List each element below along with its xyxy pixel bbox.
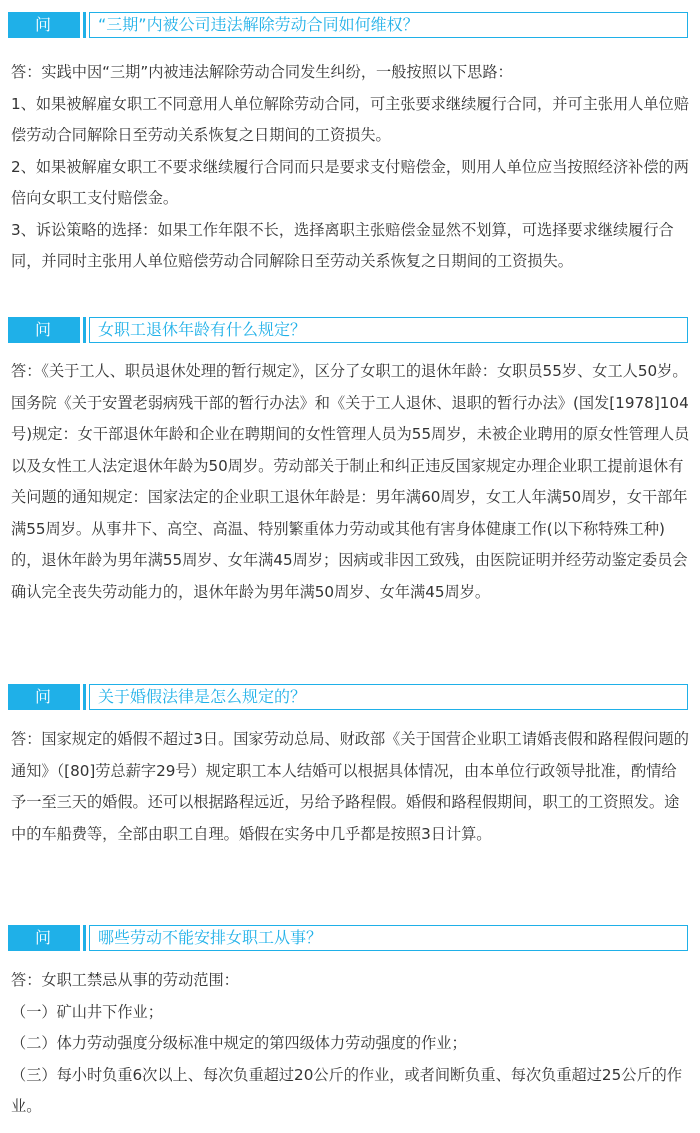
answer-block — [11, 724, 691, 850]
answer-paragraph: 答：女职工禁忌从事的劳动范围： — [11, 971, 239, 989]
answer-paragraph: 3、诉讼策略的选择：如果工作年限不长，选择离职主张赔偿金显然不划算，可选择要求继续履行合同，并同时主张用人单位赔偿劳动合同解除日至劳动关系恢复之日期间的工资损失。 — [11, 220, 674, 270]
answer-block — [11, 57, 691, 278]
answer-paragraph: 答：《关于工人、职员退休处理的暂行规定》，区分了女职工的退休年龄：女职员55岁、女工人50岁。国务院《关于安置老弱病残干部的暂行办法》和《关于工人退休、退职的暂行办法》(国发[1978]104号)规定：女干部退休年龄和企业在聘期间的女性管理人员为55周岁，未被企业聘用的原女性管理人员以及女性工人法定退休年龄为50周岁。劳动部关于制止和纠正违反国家规定办理企业职工提前退休有关问题的通知规定：国家法定的企业职工退休年龄是：男年满60周岁，女工人年满50周岁，女干部年满55周岁。从事井下、高空、高温、特别繁重体力劳动或其他有害身体健康工作(以下称特殊工种)的，退休年龄为男年满55周岁、女年满45周岁；因病或非因工致残，由医院证明并经劳动鉴定委员会确认完全丧失劳动能力的，退休年龄为男年满50周岁、女年满45周岁。 — [11, 362, 690, 601]
answer-paragraph: （三）每小时负重6次以上、每次负重超过20公斤的作业，或者间断负重、每次负重超过25公斤的作业。 — [11, 1065, 683, 1115]
question-title: 哪些劳动不能安排女职工从事？ — [89, 925, 688, 951]
question-title: 关于婚假法律是怎么规定的？ — [89, 684, 688, 710]
answer-paragraph: （二）体力劳动强度分级标准中规定的第四级体力劳动强度的作业； — [11, 1034, 467, 1052]
question-label: 问 — [8, 12, 80, 38]
question-title: 女职工退休年龄有什么规定？ — [89, 317, 688, 343]
answer-paragraph: 答：国家规定的婚假不超过3日。国家劳动总局、财政部《关于国营企业职工请婚丧假和路程假问题的通知》（[80]劳总薪字29号）规定职工本人结婚可以根据具体情况，由本单位行政领导批准，酌情给予一至三天的婚假。还可以根据路程远近，另给予路程假。婚假和路程假期间，职工的工资照发。途中的车船费等，全部由职工自理。婚假在实务中几乎都是按照3日计算。 — [11, 730, 689, 843]
answer-paragraph: （一）矿山井下作业； — [11, 1002, 163, 1021]
question-bar — [8, 12, 688, 38]
answer-block — [11, 965, 691, 1123]
question-title: “三期”内被公司违法解除劳动合同如何维权？ — [89, 12, 688, 38]
question-bar-stub — [83, 12, 86, 38]
answer-paragraph: 答：实践中因“三期”内被违法解除劳动合同发生纠纷，一般按照以下思路： — [11, 63, 513, 81]
answer-paragraph: 2、如果被解雇女职工不要求继续履行合同而只是要求支付赔偿金，则用人单位应当按照经济补偿的两倍向女职工支付赔偿金。 — [11, 157, 689, 207]
question-label: 问 — [8, 925, 80, 951]
question-label: 问 — [8, 684, 80, 710]
answer-block — [11, 356, 691, 608]
question-bar-stub — [83, 317, 86, 343]
question-bar — [8, 925, 688, 951]
question-bar — [8, 317, 688, 343]
question-bar — [8, 684, 688, 710]
answer-paragraph: 1、如果被解雇女职工不同意用人单位解除劳动合同，可主张要求继续履行合同，并可主张用人单位赔偿劳动合同解除日至劳动关系恢复之日期间的工资损失。 — [11, 94, 689, 144]
question-bar-stub — [83, 684, 86, 710]
question-label: 问 — [8, 317, 80, 343]
question-bar-stub — [83, 925, 86, 951]
